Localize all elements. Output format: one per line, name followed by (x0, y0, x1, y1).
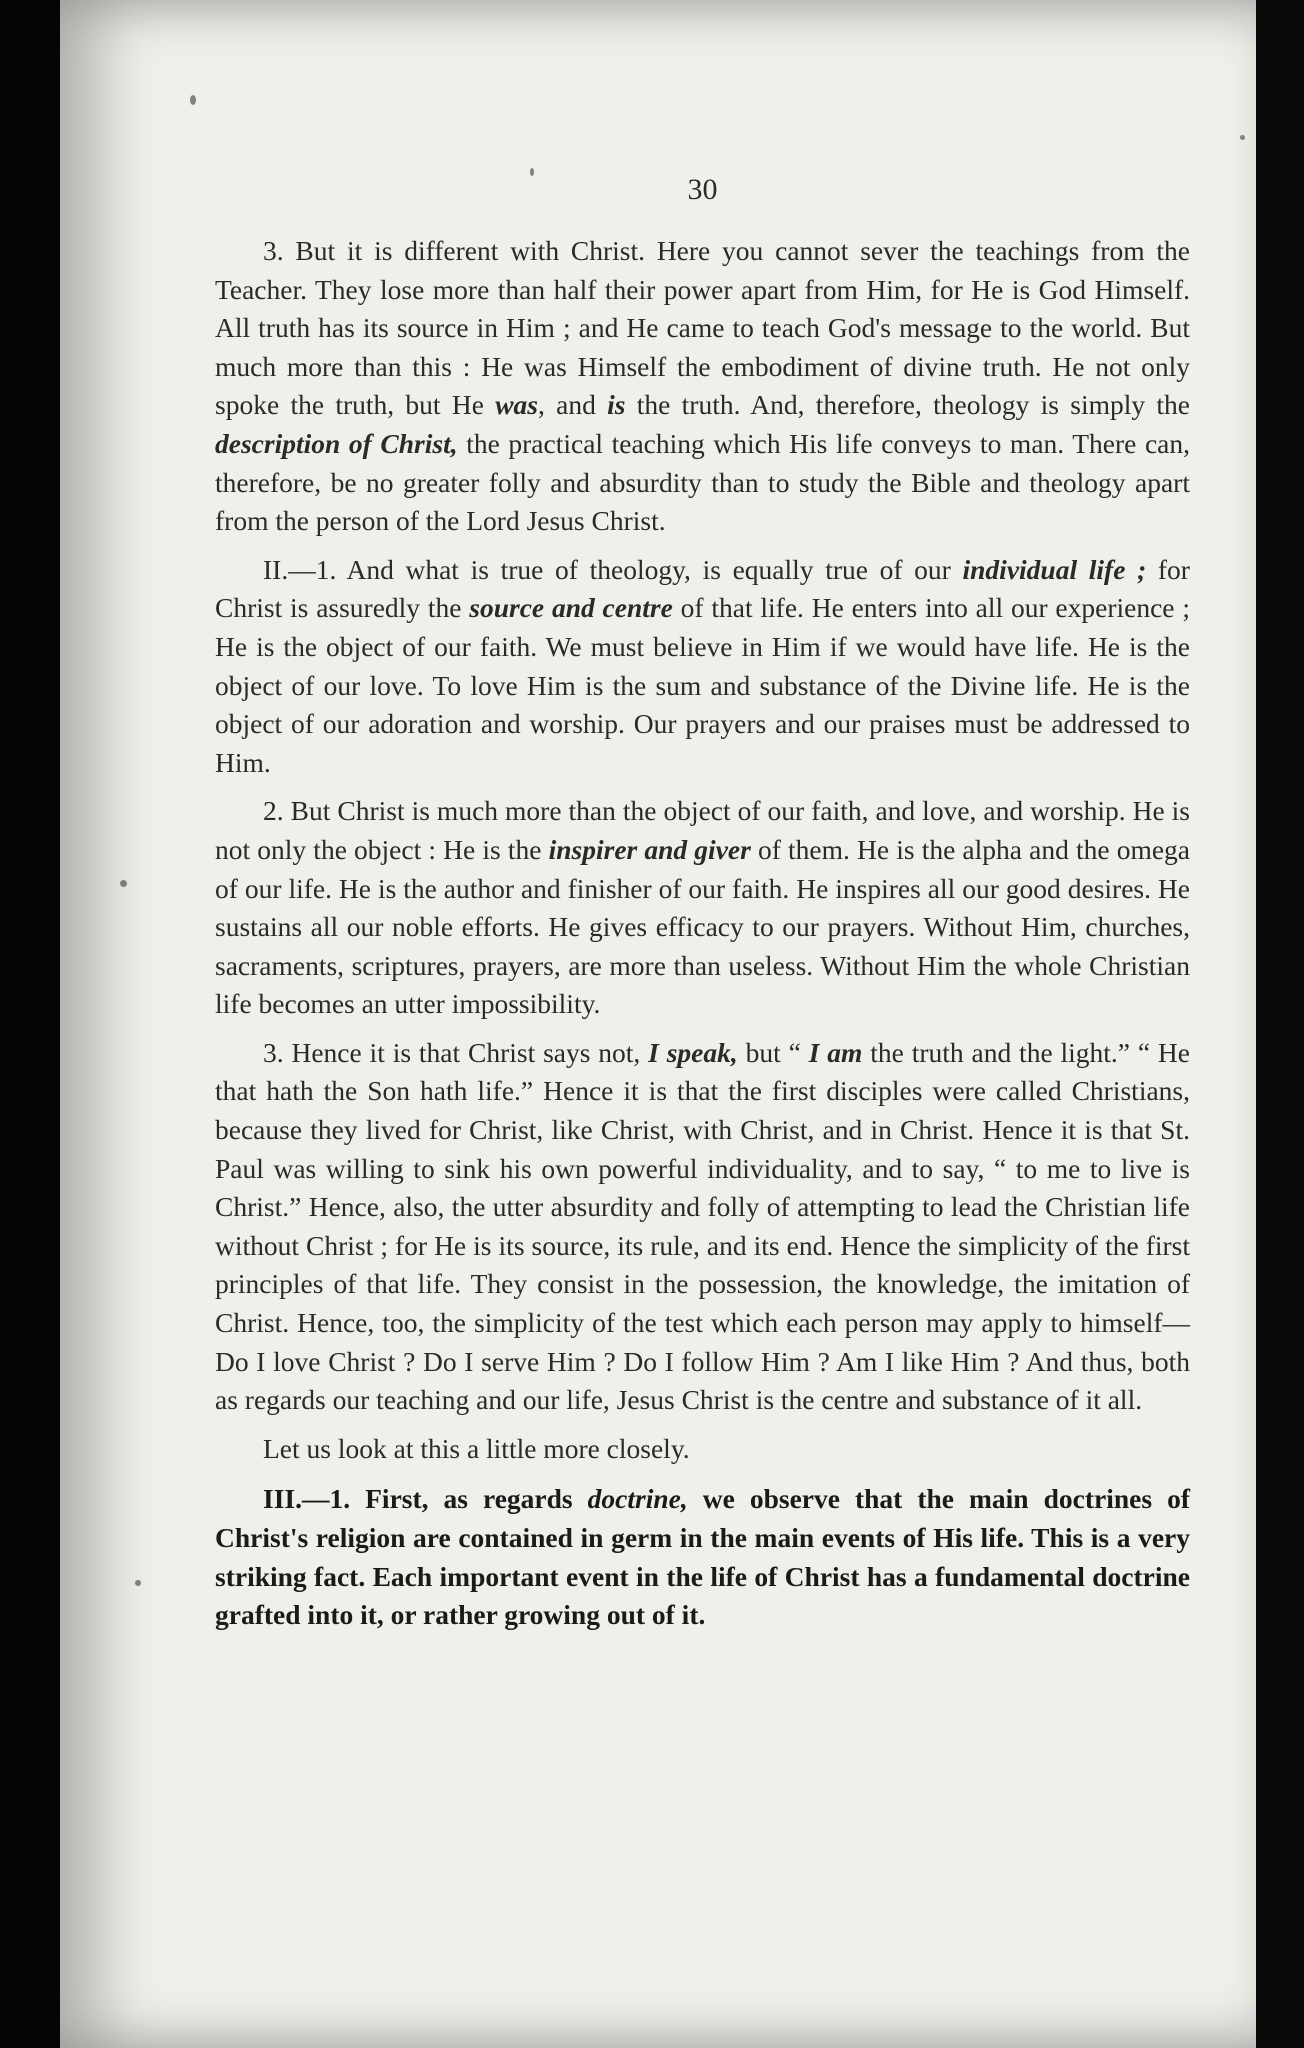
text-run: III.—1. First, as regards (263, 1483, 588, 1515)
italic-run: source and centre (469, 592, 673, 624)
text-run: of that life. He enters into all our experience ; He is the object of our faith. We must believe in Him if we would have life. He is the object of our love. To love Him is the sum and substance of the Divine life. He is the object of our adoration and worship. Our prayers and our praises must be addressed to Him. (215, 592, 1190, 778)
italic-run: individual life ; (962, 553, 1147, 585)
italic-run: I am (808, 1036, 863, 1068)
italic-run: was (495, 389, 538, 421)
italic-run: inspirer and giver (548, 833, 751, 865)
text-run: II.—1. And what is true of theology, is equally true of our (263, 553, 963, 585)
text-run: of them. He is the alpha and the omega of our life. He is the author and finisher of our faith. He inspires all our good desires. He sustains all our noble efforts. He gives efficacy to our prayers. Without Him, churches, sacraments, scriptures, prayers, are more than useless. Without Him the whole Christian life becomes an utter impossibility. (215, 833, 1190, 1020)
dust-speck (135, 1580, 141, 1586)
italic-run: I speak, (648, 1036, 738, 1068)
dust-speck (1240, 135, 1245, 140)
italic-run: is (607, 389, 626, 421)
paragraph (215, 792, 1190, 1024)
paragraph (215, 551, 1190, 783)
text-run: for Christ is assuredly the (215, 553, 1190, 624)
text-run: but “ (737, 1036, 809, 1068)
text-run: we observe that the main doctrines of Christ's religion are contained in germ in the main events of His life. This is a very striking fact. Each important event in the life of Christ has a fundamental doctrine grafted into it, or rather growing out of it. (215, 1483, 1191, 1631)
text-run: Let us look at this a little more closely. (263, 1432, 690, 1464)
scan-edge-shadow (1256, 0, 1304, 2048)
text-run: , and (537, 389, 608, 421)
text-run: 3. Hence it is that Christ says not, (263, 1036, 649, 1068)
italic-run: description of Christ, (215, 427, 458, 459)
italic-run: doctrine, (587, 1483, 688, 1515)
paragraph (215, 1430, 1190, 1469)
text-run: 2. But Christ is much more than the object of our faith, and love, and worship. He is not only the object : He is the (215, 795, 1190, 865)
page-number: 30 (687, 173, 718, 206)
dust-speck (190, 95, 196, 105)
text-run: the practical teaching which His life conveys to man. There can, therefore, be no greater folly and absurdity than to study the Bible and theology apart from the person of the Lord Jesus Christ. (215, 427, 1190, 537)
text-block (215, 170, 1190, 1645)
paragraph (215, 232, 1190, 541)
text-run: 3. But it is different with Christ. Here you cannot sever the teachings from the Teacher. They lose more than half their power apart from Him, for He is God Himself. All truth has its source in Him ; and He came to teach God's message to the world. But much more than this : He was Himself the embodiment of divine truth. He not only spoke the truth, but He (215, 235, 1190, 421)
paragraph (215, 1034, 1190, 1420)
text-run: the truth and the light.” “ He that hath the Son hath life.” Hence it is that the first disciples were called Christians, because they lived for Christ, like Christ, with Christ, and in Christ. Hence it is that St. Paul was willing to sink his own powerful individuality, and to say, “ to me to live is Christ.” Hence, also, the utter absurdity and folly of attempting to lead the Christian life without Christ ; for He is its source, its rule, and its end. Hence the simplicity of the first principles of that life. They consist in the possession, the knowledge, the imitation of Christ. Hence, too, the simplicity of the test which each person may apply to himself—Do I love Christ ? Do I serve Him ? Do I follow Him ? Am I like Him ? And thus, both as regards our teaching and our life, Jesus Christ is the centre and substance of it all. (215, 1036, 1190, 1416)
paragraph (215, 1480, 1190, 1634)
dust-speck (120, 880, 127, 887)
text-run: the truth. And, therefore, theology is simply the (625, 389, 1191, 421)
